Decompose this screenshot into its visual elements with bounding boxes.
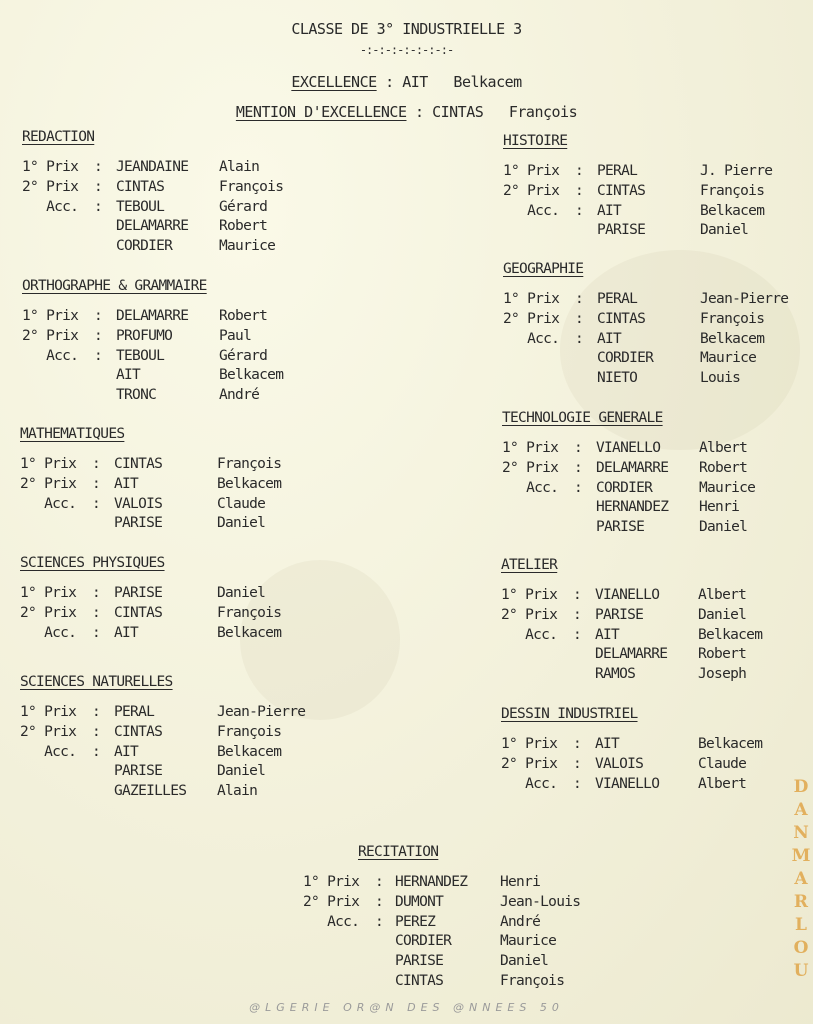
- laureate-firstname: Albert: [698, 775, 747, 792]
- prize-row: [22, 237, 276, 257]
- laureate-lastname: CINTAS: [116, 178, 165, 195]
- laureate-lastname: CINTAS: [114, 723, 163, 740]
- laureate-firstname: Daniel: [217, 763, 266, 780]
- laureate-firstname: Belkacem: [217, 743, 282, 760]
- laureate-firstname: Albert: [699, 440, 748, 456]
- mention-label: MENTION D'EXCELLENCE: [235, 103, 407, 121]
- laureate-firstname: Albert: [698, 587, 747, 603]
- laureate-firstname: Robert: [699, 459, 748, 476]
- prize-row: [501, 735, 763, 755]
- prize-separator: :: [575, 330, 584, 347]
- prize-row: [22, 366, 284, 386]
- laureate-lastname: AIT: [114, 624, 139, 641]
- prize-row: [22, 198, 268, 218]
- prize-row: [503, 349, 757, 369]
- prize-separator: :: [574, 459, 583, 476]
- prize-row: [20, 762, 266, 782]
- prize-separator: :: [94, 178, 103, 195]
- laureate-firstname: Robert: [698, 646, 747, 663]
- laureate-lastname: AIT: [114, 743, 139, 760]
- laureate-firstname: Robert: [219, 308, 268, 324]
- prize-label: 1° Prix: [22, 159, 79, 175]
- prize-separator: :: [575, 182, 584, 199]
- laureate-firstname: Henri: [500, 874, 541, 890]
- laureate-lastname: PERAL: [114, 704, 155, 720]
- prize-row: [502, 459, 748, 479]
- prize-label: 1° Prix: [303, 874, 360, 890]
- bottom-watermark: @LGERIE OR@N DES @NNEES 50: [249, 1001, 564, 1014]
- laureate-lastname: TEBOUL: [116, 347, 165, 364]
- laureate-lastname: VIANELLO: [595, 775, 660, 792]
- prize-separator: :: [375, 874, 384, 890]
- prize-row: [20, 743, 282, 763]
- laureate-lastname: AIT: [116, 367, 141, 384]
- laureate-lastname: PARISE: [114, 515, 163, 532]
- laureate-lastname: CORDIER: [597, 350, 654, 367]
- prize-row: [503, 221, 749, 241]
- prize-row: [303, 873, 541, 893]
- prize-label: 1° Prix: [502, 440, 559, 456]
- excellence-name: AIT Belkacem: [402, 73, 522, 91]
- prize-row: [502, 439, 748, 459]
- prize-label: Acc.: [20, 624, 77, 641]
- prize-row: [303, 932, 557, 952]
- laureate-lastname: DELAMARRE: [596, 459, 669, 476]
- laureate-lastname: PERAL: [597, 163, 638, 179]
- laureate-firstname: Maurice: [699, 479, 756, 496]
- prize-separator: :: [92, 743, 101, 760]
- laureate-lastname: PARISE: [395, 953, 444, 970]
- laureate-lastname: CORDIER: [395, 933, 452, 950]
- laureate-lastname: CINTAS: [114, 604, 163, 621]
- prize-label: 1° Prix: [20, 585, 77, 601]
- laureate-lastname: VALOIS: [595, 755, 644, 772]
- prize-row: [503, 182, 765, 202]
- laureate-lastname: CINTAS: [597, 310, 646, 327]
- laureate-firstname: Belkacem: [217, 475, 282, 492]
- prize-separator: :: [94, 308, 103, 324]
- prize-row: [503, 310, 765, 330]
- mention-sep: :: [415, 103, 424, 121]
- section-title: SCIENCES NATURELLES: [20, 674, 173, 690]
- section-histoire: [503, 131, 773, 241]
- prize-row: [20, 514, 266, 534]
- section-redaction: [22, 127, 284, 257]
- excellence-label: EXCELLENCE: [291, 73, 377, 91]
- laureate-firstname: Paul: [219, 327, 252, 344]
- section-title: HISTOIRE: [503, 133, 568, 149]
- prize-label: 2° Prix: [501, 606, 558, 623]
- section-title: SCIENCES PHYSIQUES: [20, 555, 165, 571]
- prize-row: [501, 645, 747, 665]
- prize-row: [503, 290, 789, 310]
- laureate-firstname: Jean-Louis: [500, 893, 581, 910]
- prize-separator: :: [575, 310, 584, 327]
- prize-separator: :: [92, 604, 101, 621]
- prize-label: 2° Prix: [20, 604, 77, 621]
- section-title: ATELIER: [501, 557, 558, 573]
- laureate-firstname: Jean-Pierre: [217, 704, 306, 720]
- laureate-firstname: Belkacem: [700, 330, 765, 347]
- laureate-lastname: VALOIS: [114, 495, 163, 512]
- laureate-firstname: Gérard: [219, 347, 268, 364]
- prize-label: Acc.: [20, 743, 77, 760]
- laureate-firstname: François: [217, 604, 282, 621]
- laureate-firstname: Alain: [219, 159, 260, 175]
- laureate-firstname: Daniel: [500, 953, 549, 970]
- prize-label: 1° Prix: [503, 163, 560, 179]
- laureate-lastname: PARISE: [114, 763, 163, 780]
- document-title: CLASSE DE 3° INDUSTRIELLE 3: [291, 20, 522, 38]
- prize-label: 2° Prix: [503, 182, 560, 199]
- laureate-firstname: Daniel: [217, 585, 266, 601]
- laureate-firstname: François: [500, 972, 565, 989]
- prize-row: [20, 455, 282, 475]
- prize-separator: :: [573, 587, 582, 603]
- section-title: RECITATION: [358, 844, 439, 860]
- prize-row: [22, 158, 260, 178]
- laureate-firstname: François: [217, 456, 282, 472]
- prize-label: 1° Prix: [501, 587, 558, 603]
- excellence-sep: :: [385, 73, 394, 91]
- prize-label: Acc.: [22, 347, 79, 364]
- laureate-lastname: CINTAS: [395, 972, 444, 989]
- laureate-lastname: TRONC: [116, 387, 157, 404]
- prize-label: Acc.: [501, 775, 558, 792]
- laureate-firstname: Henri: [699, 499, 740, 516]
- laureate-firstname: Belkacem: [700, 202, 765, 219]
- section-title: REDACTION: [22, 129, 95, 145]
- prize-row: [20, 604, 282, 624]
- section-technologie: [502, 408, 756, 538]
- laureate-firstname: Louis: [700, 370, 741, 387]
- prize-separator: :: [574, 440, 583, 456]
- laureate-firstname: Robert: [219, 218, 268, 235]
- section-title: DESSIN INDUSTRIEL: [501, 706, 638, 722]
- prize-row: [502, 479, 756, 499]
- prize-label: 1° Prix: [22, 308, 79, 324]
- laureate-lastname: PARISE: [114, 585, 163, 601]
- prize-label: 2° Prix: [22, 178, 79, 195]
- prize-row: [22, 307, 268, 327]
- prize-row: [501, 586, 747, 606]
- prize-label: 1° Prix: [503, 291, 560, 307]
- prize-label: 1° Prix: [20, 456, 77, 472]
- prize-row: [20, 475, 282, 495]
- prize-label: Acc.: [501, 626, 558, 643]
- section-title: ORTHOGRAPHE & GRAMMAIRE: [22, 278, 207, 294]
- laureate-lastname: CINTAS: [114, 456, 163, 472]
- laureate-lastname: PARISE: [595, 606, 644, 623]
- prize-separator: :: [574, 479, 583, 496]
- laureate-lastname: RAMOS: [595, 666, 636, 683]
- mention-line: [0, 103, 813, 121]
- prize-separator: :: [92, 723, 101, 740]
- section-title: GEOGRAPHIE: [503, 261, 584, 277]
- laureate-lastname: AIT: [597, 330, 622, 347]
- prize-separator: :: [94, 159, 103, 175]
- prize-row: [20, 584, 266, 604]
- prize-row: [20, 703, 306, 723]
- prize-row: [501, 665, 747, 685]
- prize-label: 2° Prix: [502, 459, 559, 476]
- prize-row: [22, 217, 268, 237]
- laureate-firstname: François: [700, 182, 765, 199]
- section-dessin-industriel: [501, 704, 763, 794]
- mention-name: CINTAS François: [432, 103, 578, 121]
- prize-separator: :: [94, 327, 103, 344]
- prize-separator: :: [573, 626, 582, 643]
- prize-label: 1° Prix: [20, 704, 77, 720]
- laureate-lastname: AIT: [595, 626, 620, 643]
- title-decoration: -:-:-:-:-:-:-:-: [359, 43, 454, 57]
- prize-separator: :: [375, 893, 384, 910]
- section-mathematiques: [20, 424, 282, 534]
- laureate-firstname: Maurice: [219, 238, 276, 255]
- prize-row: [22, 327, 252, 347]
- section-sciences-physiques: [20, 553, 282, 643]
- section-orthographe: [22, 276, 284, 406]
- section-geographie: [503, 259, 789, 389]
- laureate-lastname: VIANELLO: [596, 440, 661, 456]
- laureate-lastname: PARISE: [597, 222, 646, 239]
- prize-separator: :: [92, 704, 101, 720]
- prize-separator: :: [575, 291, 584, 307]
- prize-label: Acc.: [503, 330, 560, 347]
- prize-separator: :: [92, 456, 101, 472]
- excellence-line: [0, 73, 813, 91]
- laureate-firstname: Daniel: [217, 515, 266, 532]
- prize-row: [503, 369, 741, 389]
- prize-row: [22, 178, 284, 198]
- section-title: TECHNOLOGIE GENERALE: [502, 410, 663, 426]
- laureate-lastname: PARISE: [596, 519, 645, 536]
- prize-label: 1° Prix: [501, 736, 558, 752]
- prize-row: [303, 952, 549, 972]
- laureate-firstname: François: [217, 723, 282, 740]
- laureate-firstname: J. Pierre: [700, 163, 773, 179]
- laureate-lastname: PEREZ: [395, 913, 436, 930]
- prize-row: [20, 624, 282, 644]
- laureate-lastname: AIT: [597, 202, 622, 219]
- prize-row: [20, 495, 266, 515]
- prize-separator: :: [94, 198, 103, 215]
- laureate-firstname: Claude: [698, 755, 747, 772]
- laureate-firstname: Daniel: [700, 222, 749, 239]
- laureate-lastname: AIT: [114, 475, 139, 492]
- prize-row: [501, 626, 763, 646]
- prize-separator: :: [92, 495, 101, 512]
- prize-label: Acc.: [502, 479, 559, 496]
- prize-separator: :: [573, 736, 582, 752]
- laureate-lastname: PROFUMO: [116, 327, 173, 344]
- laureate-firstname: André: [219, 387, 260, 404]
- prize-row: [503, 202, 765, 222]
- prize-separator: :: [92, 624, 101, 641]
- laureate-firstname: Gérard: [219, 198, 268, 215]
- laureate-lastname: GAZEILLES: [114, 783, 187, 800]
- prize-row: [501, 755, 747, 775]
- prize-label: 2° Prix: [20, 723, 77, 740]
- laureate-firstname: André: [500, 913, 541, 930]
- laureate-firstname: Maurice: [700, 350, 757, 367]
- laureate-firstname: Joseph: [698, 666, 747, 683]
- prize-separator: :: [92, 475, 101, 492]
- laureate-firstname: Daniel: [699, 519, 748, 536]
- prize-row: [502, 518, 748, 538]
- laureate-lastname: HERNANDEZ: [596, 499, 669, 516]
- prize-row: [501, 775, 747, 795]
- prize-row: [303, 893, 581, 913]
- prize-label: 2° Prix: [501, 755, 558, 772]
- prize-row: [503, 330, 765, 350]
- laureate-lastname: DELAMARRE: [116, 308, 189, 324]
- section-title: MATHEMATIQUES: [20, 426, 125, 442]
- prize-separator: :: [573, 755, 582, 772]
- laureate-firstname: Belkacem: [219, 367, 284, 384]
- laureate-lastname: AIT: [595, 736, 620, 752]
- laureate-firstname: Belkacem: [698, 736, 763, 752]
- laureate-firstname: Daniel: [698, 606, 747, 623]
- prize-label: 2° Prix: [20, 475, 77, 492]
- laureate-lastname: NIETO: [597, 370, 638, 387]
- prize-label: Acc.: [20, 495, 77, 512]
- section-sciences-naturelles: [20, 672, 306, 802]
- side-watermark-text: D A N M A R L O U: [791, 777, 811, 981]
- section-atelier: [501, 555, 763, 685]
- prize-label: 2° Prix: [503, 310, 560, 327]
- laureate-firstname: François: [700, 310, 765, 327]
- prize-row: [501, 606, 747, 626]
- prize-separator: :: [94, 347, 103, 364]
- section-recitation: [303, 842, 581, 992]
- laureate-lastname: TEBOUL: [116, 198, 165, 215]
- prize-separator: :: [575, 163, 584, 179]
- laureate-firstname: Belkacem: [217, 624, 282, 641]
- prize-row: [303, 913, 541, 933]
- laureate-lastname: DELAMARRE: [116, 218, 189, 235]
- laureate-lastname: CINTAS: [597, 182, 646, 199]
- laureate-firstname: François: [219, 178, 284, 195]
- prize-separator: :: [375, 913, 384, 930]
- prize-row: [503, 162, 773, 182]
- prize-label: Acc.: [22, 198, 79, 215]
- laureate-lastname: CORDIER: [116, 238, 173, 255]
- prize-row: [22, 386, 260, 406]
- prize-separator: :: [92, 585, 101, 601]
- laureate-lastname: CORDIER: [596, 479, 653, 496]
- prize-row: [303, 972, 565, 992]
- prize-label: Acc.: [503, 202, 560, 219]
- prize-row: [502, 498, 740, 518]
- laureate-firstname: Alain: [217, 783, 258, 800]
- laureate-lastname: DUMONT: [395, 893, 444, 910]
- prize-label: 2° Prix: [303, 893, 360, 910]
- laureate-firstname: Jean-Pierre: [700, 291, 789, 307]
- laureate-lastname: DELAMARRE: [595, 646, 668, 663]
- laureate-firstname: Belkacem: [698, 626, 763, 643]
- prize-row: [22, 347, 268, 367]
- side-watermark: [791, 776, 811, 983]
- prize-separator: :: [573, 606, 582, 623]
- prize-row: [20, 782, 258, 802]
- prize-label: 2° Prix: [22, 327, 79, 344]
- laureate-firstname: Maurice: [500, 933, 557, 950]
- laureate-lastname: HERNANDEZ: [395, 874, 468, 890]
- laureate-lastname: JEANDAINE: [116, 159, 189, 175]
- prize-separator: :: [573, 775, 582, 792]
- laureate-lastname: PERAL: [597, 291, 638, 307]
- prize-label: Acc.: [303, 913, 360, 930]
- prize-row: [20, 723, 282, 743]
- prize-separator: :: [575, 202, 584, 219]
- laureate-lastname: VIANELLO: [595, 587, 660, 603]
- laureate-firstname: Claude: [217, 495, 266, 512]
